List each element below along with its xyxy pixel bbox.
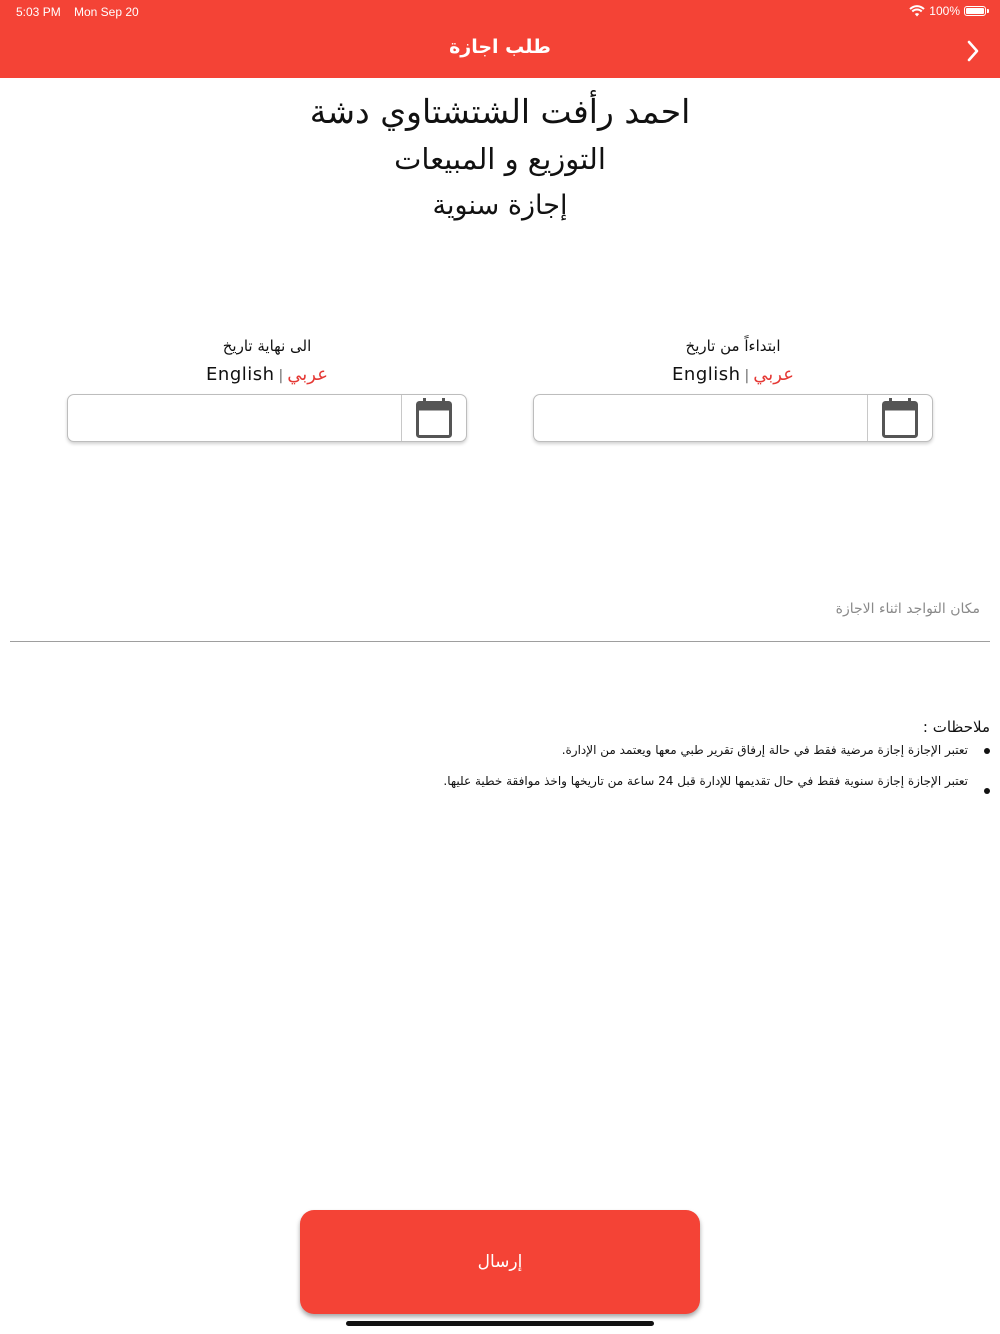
note-item: تعتبر الإجازة إجازة مرضية فقط في حالة إرفاق تقرير طبي معها ويعتمد من الإدارة. (561, 743, 968, 757)
date-to-calendar-button[interactable] (401, 395, 466, 441)
date-from-label: ابتداءاً من تاريخ (685, 337, 781, 355)
calendar-icon (415, 397, 453, 439)
date-to-field (67, 394, 467, 442)
date-from-input[interactable] (534, 395, 864, 441)
date-from-language-switch (533, 364, 933, 388)
battery-icon (964, 6, 986, 16)
home-indicator (346, 1321, 654, 1326)
date-to-input[interactable] (68, 395, 398, 441)
date-from-calendar-button[interactable] (867, 395, 932, 441)
date-from-lang-separator: | (744, 368, 750, 384)
wifi-icon (909, 5, 925, 17)
employee-name: احمد رأفت الشتشتاوي دشة (309, 92, 691, 131)
note-bullet (984, 748, 990, 754)
status-time: 5:03 PM (16, 5, 61, 19)
chevron-right-icon (966, 40, 980, 62)
employee-department: التوزيع و المبيعات (394, 142, 606, 176)
calendar-icon (881, 397, 919, 439)
back-button[interactable] (958, 34, 988, 68)
date-to-language-switch (67, 364, 467, 388)
leave-type: إجازة سنوية (432, 190, 568, 221)
date-from-lang-english[interactable]: English (672, 364, 741, 385)
notes-title: ملاحظات : (922, 718, 990, 736)
status-indicators (909, 4, 986, 18)
date-from-field (533, 394, 933, 442)
date-to-lang-english[interactable]: English (206, 364, 275, 385)
date-to-lang-separator: | (278, 368, 284, 384)
status-date: Mon Sep 20 (74, 5, 139, 19)
navigation-bar (0, 0, 1000, 78)
note-item: تعتبر الإجازة إجازة سنوية فقط في حال تقديمها للإدارة قبل 24 ساعة من تاريخها واخذ موافقة خطية عليها. (443, 774, 968, 788)
date-to-group (67, 337, 467, 442)
date-to-lang-arabic[interactable]: عربي (287, 364, 328, 385)
date-to-label: الى نهاية تاريخ (222, 337, 312, 355)
date-from-group (533, 337, 933, 442)
submit-button[interactable]: إرسال (300, 1210, 700, 1314)
page-title: طلب اجازة (449, 36, 551, 58)
battery-percent: 100% (929, 4, 960, 18)
note-bullet (984, 788, 990, 794)
date-from-lang-arabic[interactable]: عربي (753, 364, 794, 385)
location-input[interactable] (10, 590, 990, 642)
